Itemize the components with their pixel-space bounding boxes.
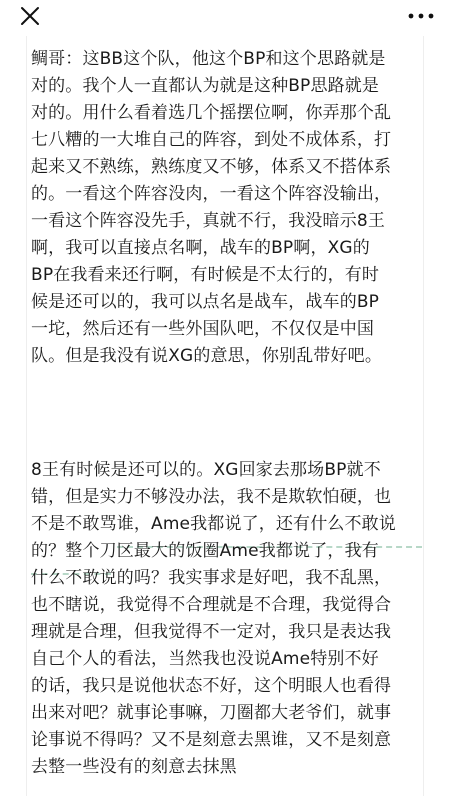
top-bar: [0, 0, 449, 36]
article-paragraph-1: 鲷哥：这BB这个队，他这个BP和这个思路就是 对的。我个人一直都认为就是这种BP思路就是 对的。用什么看着选几个摇摆位啊，你弄那个乱 七八糟的一大堆自己的阵容，到处不成体系，打 起来又不熟练，熟练度又不够，体系又不搭体系 的。一看这个阵容没肉，一看这个阵容没输出， 一看这个阵容没先手，真就不行，我没暗示8王 啊，我可以直接点名啊，战车的BP啊，XG的 BP在我看来还行啊，有时候是不太行的，有时 候是还可以的，我可以点名是战车，战车的BP 一坨，然后还有一些外国队吧，不仅仅是中国 队。但是我没有说XG的意思，你别乱带好吧。: [31, 49, 392, 366]
close-button[interactable]: [14, 2, 46, 34]
more-button[interactable]: [403, 2, 439, 34]
article-paragraph-2: 8王有时候是还可以的。XG回家去那场BP就不 错，但是实力不够没办法，我不是欺软怕硬，也 不是不敢骂谁，Ame我都说了，还有什么不敢说 的？整个刀区最大的饭圈Ame我都说了，我有 什么不敢说的吗？我实事求是好吧，我不乱黑， 也不瞎说，我觉得不合理就是不合理，我觉得合 理就是合理，但我觉得不一定对，我只是表达我 自己个人的看法，当然我也没说Ame特别不好 的话，我只是说他状态不好，这个明眼人也看得 出来对吧？就事论事嘛，刀圈都大老爷们，就事 论事说不得吗？又不是刻意去黑谁，又不是刻意 去整一些没有的刻意去抹黑: [31, 460, 396, 777]
close-icon: [14, 2, 46, 34]
more-icon: [403, 2, 439, 34]
